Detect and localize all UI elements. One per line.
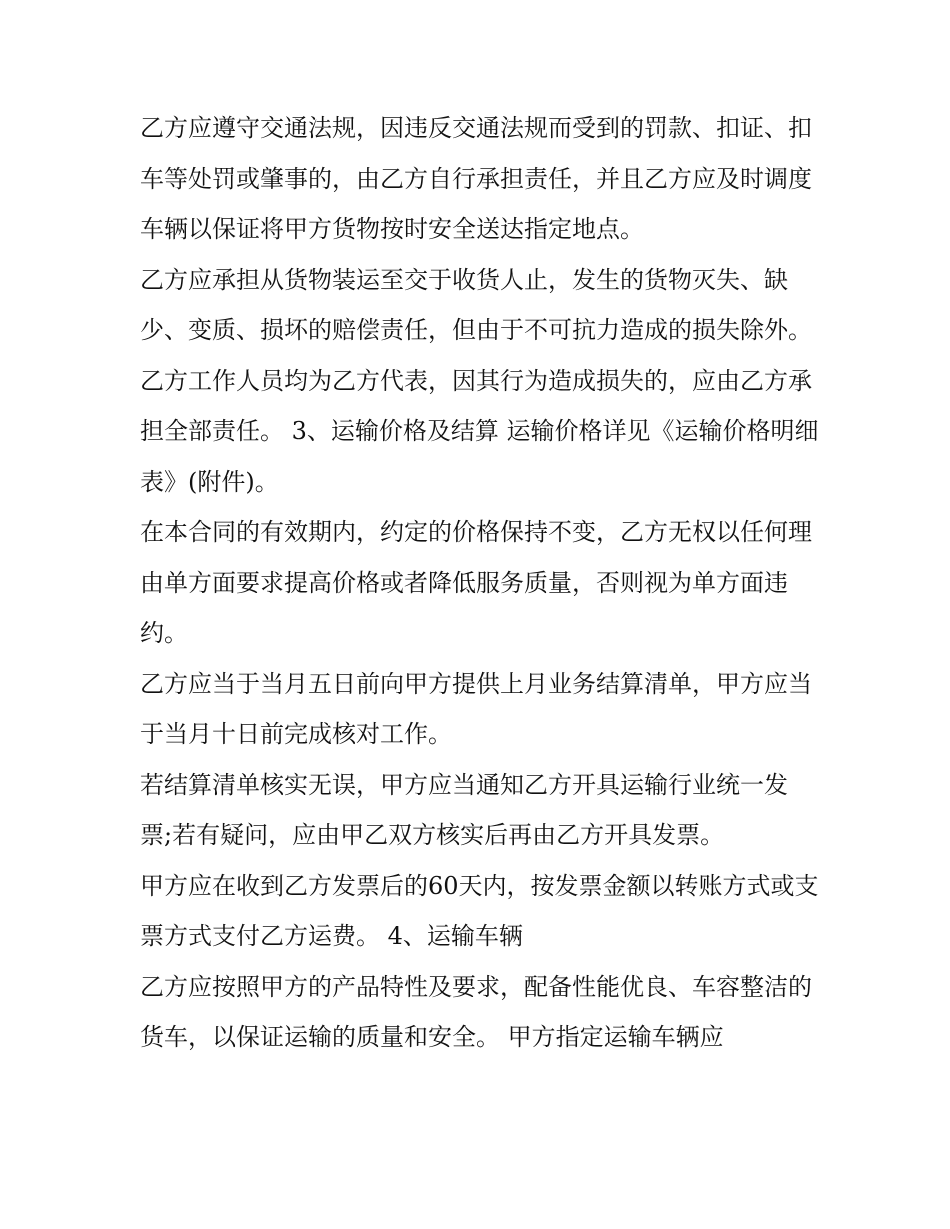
- paragraph-cargo-liability: 乙方应承担从货物装运至交于收货人止，发生的货物灭失、缺少、变质、损坏的赔偿责任，但由于不可抗力造成的损失除外。: [140, 265, 812, 344]
- paragraph-staff-responsibility: 乙方工作人员均为乙方代表，因其行为造成损失的，应由乙方承担全部责任。 3、运输价格及结算 运输价格详见《运输价格明细表》(附件)。: [140, 366, 819, 496]
- paragraph-payment: 甲方应在收到乙方发票后的60天内，按发票金额以转账方式或支票方式支付乙方运费。 4、运输车辆: [140, 871, 819, 950]
- paragraph-settlement-list: 乙方应当于当月五日前向甲方提供上月业务结算清单，甲方应当于当月十日前完成核对工作。: [140, 669, 812, 748]
- paragraph-traffic-rules: 乙方应遵守交通法规，因违反交通法规而受到的罚款、扣证、扣车等处罚或肇事的，由乙方自行承担责任，并且乙方应及时调度车辆以保证将甲方货物按时安全送达指定地点。: [140, 114, 812, 243]
- paragraph-price-validity: 在本合同的有效期内，约定的价格保持不变，乙方无权以任何理由单方面要求提高价格或者降低服务质量，否则视为单方面违约。: [140, 518, 812, 647]
- document-body: [140, 103, 820, 1063]
- paragraph-invoice: 若结算清单核实无误，甲方应当通知乙方开具运输行业统一发票;若有疑问，应由甲乙双方核实后再由乙方开具发票。: [140, 770, 788, 849]
- paragraph-vehicles: 乙方应按照甲方的产品特性及要求，配备性能优良、车容整洁的货车，以保证运输的质量和安全。 甲方指定运输车辆应: [140, 972, 812, 1051]
